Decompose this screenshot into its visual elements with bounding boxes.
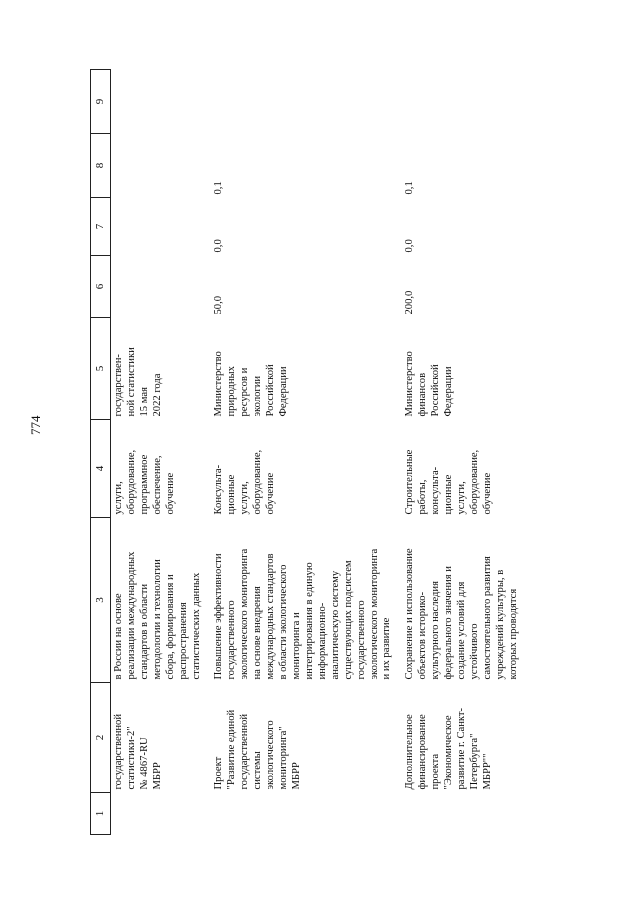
column-header: 4 <box>91 420 111 518</box>
column-header: 7 <box>91 198 111 256</box>
column-header: 1 <box>91 793 111 835</box>
project-goal-cell: в России на основе реализации международных стандартов в области методологии и технологии сбора, формирования и распространения статистических данных <box>113 551 202 680</box>
amount-cell <box>111 256 212 318</box>
expenditure-type-cell: Строительные работы, консульта- ционные услуги, оборудование, обучение <box>404 449 493 515</box>
project-name-cell: государственной статистики-2" № 4867-RU МБРР <box>113 713 163 790</box>
table-row <box>111 70 212 835</box>
value-cell: 0,0 <box>404 239 416 253</box>
project-goal-cell: Сохранение и использование объектов историко- культурного наследия федерального значения и создание условий для устойчивого самостоятельного развития учреждений культуры, в которых проводятся <box>404 548 519 680</box>
responsible-body-cell: Министерство финансов Российской Федерации <box>404 351 455 417</box>
data-table <box>90 70 630 835</box>
row-number-cell <box>211 793 402 835</box>
project-goal-cell: Повышение эффективности государственного экологического мониторинга на основе внедрения международных стандартов в области экологического мониторинга и интегрирования в единую информационно- аналитическую систему существующих подсистем государственного экологического мониторинга и их развитие <box>213 548 393 680</box>
table-row <box>402 70 528 835</box>
value-cell <box>111 70 212 134</box>
value-cell: 0,1 <box>404 181 416 195</box>
page-number: 774 <box>28 415 43 435</box>
value-cell: 0,0 <box>213 239 225 253</box>
column-header: 6 <box>91 256 111 318</box>
table-header-row <box>91 70 111 835</box>
row-number-cell <box>111 793 212 835</box>
value-cell <box>402 70 528 134</box>
column-header: 9 <box>91 70 111 134</box>
column-header: 8 <box>91 134 111 198</box>
responsible-body-cell: Министерство природных ресурсов и экологии Российской Федерации <box>213 351 290 417</box>
value-cell <box>111 134 212 198</box>
column-header: 2 <box>91 683 111 793</box>
expenditure-type-cell: услуги, оборудование, программное обеспечение, обучение <box>113 449 176 515</box>
column-header: 3 <box>91 518 111 683</box>
expenditure-type-cell: Консульта- ционные услуги, оборудование, обучение <box>213 449 277 515</box>
amount-cell: 50,0 <box>213 295 225 315</box>
column-header: 5 <box>91 318 111 420</box>
row-number-cell <box>402 793 528 835</box>
value-cell <box>111 198 212 256</box>
project-name-cell: Проект "Развитие единой государственной системы экологического мониторинга" МБРР <box>213 709 302 790</box>
responsible-body-cell: государствен- ной статистики 15 мая 2022 года <box>113 347 163 417</box>
value-cell <box>211 70 402 134</box>
project-name-cell: Дополнительное финансирование проекта "Экономическое развитие г. Санкт- Петербурга" МБРР"" <box>404 707 493 790</box>
amount-cell: 200,0 <box>404 290 416 315</box>
value-cell: 0,1 <box>213 181 225 195</box>
table-row <box>211 70 402 835</box>
